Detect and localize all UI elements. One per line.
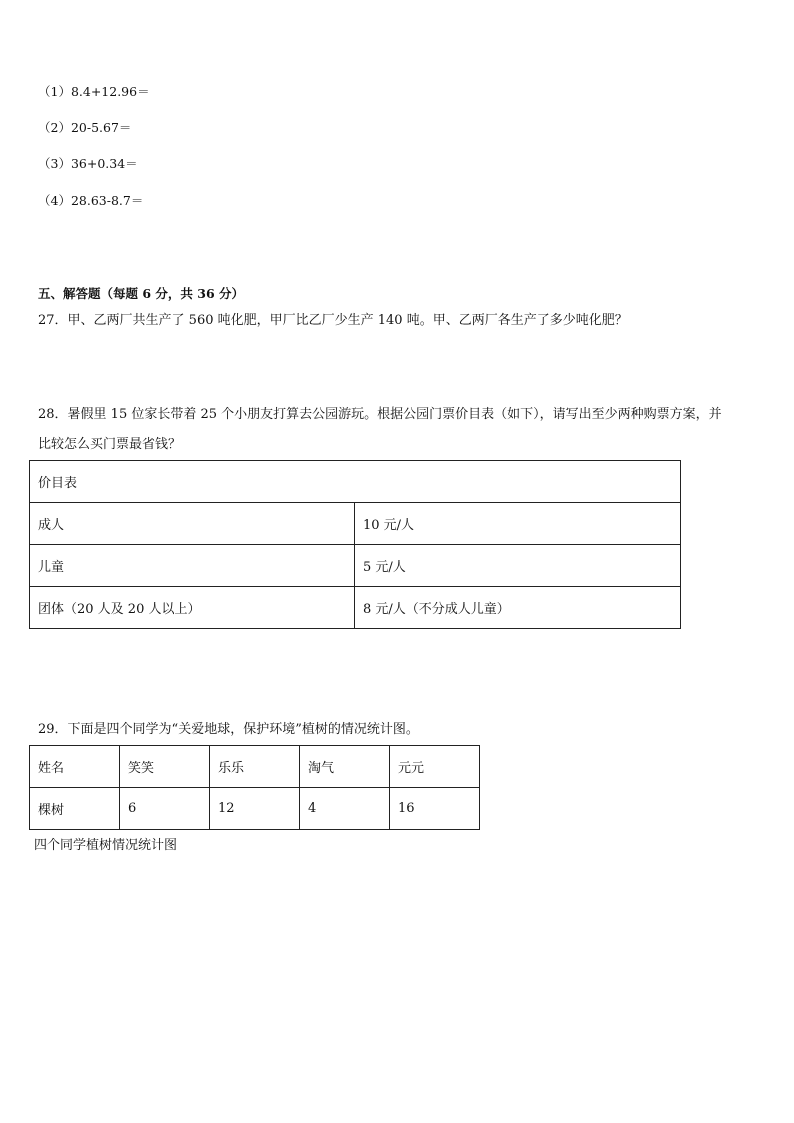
price-table-title: 价目表 bbox=[30, 461, 681, 503]
question-28-line-1: 28．暑假里 15 位家长带着 25 个小朋友打算去公园游玩。根据公园门票价目表（如下），请写出至少两种购票方案，并 bbox=[38, 407, 722, 422]
calc-item-2: （2）20-5.67＝ bbox=[38, 120, 132, 135]
tree-table-header-cell: 元元 bbox=[390, 746, 480, 788]
price-table-category: 团体（20 人及 20 人以上） bbox=[30, 587, 355, 629]
section-five-heading: 五、解答题（每题 6 分，共 36 分） bbox=[38, 286, 245, 301]
price-table-category: 儿童 bbox=[30, 545, 355, 587]
price-table-category: 成人 bbox=[30, 503, 355, 545]
tree-table-header-cell: 笑笑 bbox=[120, 746, 210, 788]
tree-planting-table bbox=[29, 745, 480, 830]
price-table-price: 5 元/人 bbox=[355, 545, 681, 587]
question-27-text: 27．甲、乙两厂共生产了 560 吨化肥，甲厂比乙厂少生产 140 吨。甲、乙两厂各生产了多少吨化肥？ bbox=[38, 313, 628, 328]
price-table-row bbox=[30, 503, 681, 545]
tree-table-header-cell: 乐乐 bbox=[210, 746, 300, 788]
tree-table-data-cell: 16 bbox=[390, 788, 480, 830]
calc-item-1: （1）8.4+12.96＝ bbox=[38, 84, 150, 99]
tree-table-data-row bbox=[30, 788, 480, 830]
tree-table-header-cell: 淘气 bbox=[300, 746, 390, 788]
calc-item-4: （4）28.63-8.7＝ bbox=[38, 193, 144, 208]
calc-item-3: （3）36+0.34＝ bbox=[38, 156, 138, 171]
price-table-row bbox=[30, 587, 681, 629]
tree-table-header-row bbox=[30, 746, 480, 788]
price-table-title-row bbox=[30, 461, 681, 503]
tree-table-data-cell: 棵树 bbox=[30, 788, 120, 830]
price-table-price: 10 元/人 bbox=[355, 503, 681, 545]
price-table-row bbox=[30, 545, 681, 587]
tree-table-data-cell: 12 bbox=[210, 788, 300, 830]
chart-caption: 四个同学植树情况统计图 bbox=[34, 838, 178, 853]
price-table-price: 8 元/人（不分成人儿童） bbox=[355, 587, 681, 629]
price-table bbox=[29, 460, 681, 629]
question-29-text: 29．下面是四个同学为“关爱地球，保护环境”植树的情况统计图。 bbox=[38, 722, 419, 737]
question-28-line-2: 比较怎么买门票最省钱？ bbox=[38, 437, 182, 452]
tree-table-data-cell: 6 bbox=[120, 788, 210, 830]
tree-table-data-cell: 4 bbox=[300, 788, 390, 830]
tree-table-header-cell: 姓名 bbox=[30, 746, 120, 788]
